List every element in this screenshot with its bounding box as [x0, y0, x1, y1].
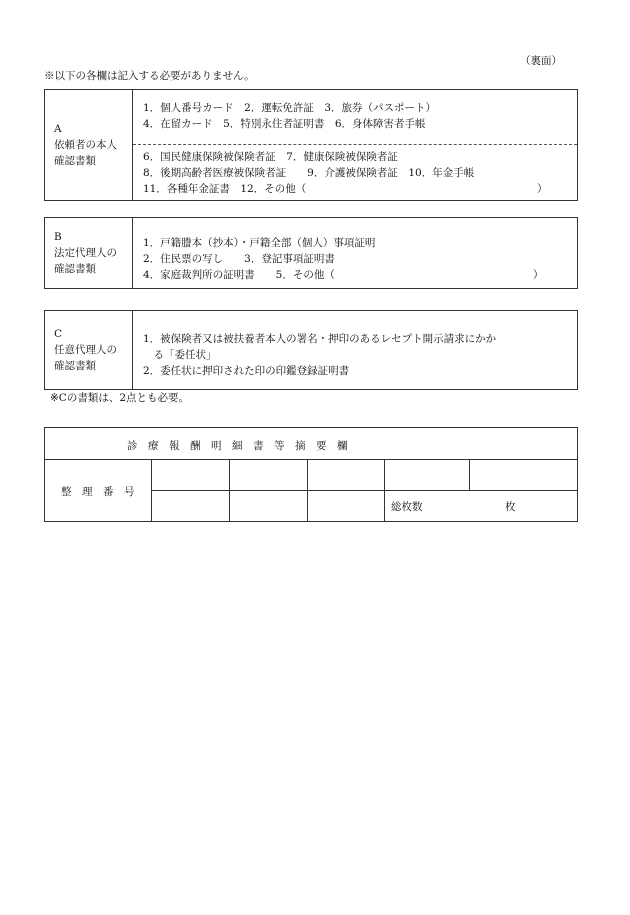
section-b-line-1: 1．戸籍謄本（抄本）・戸籍全部（個人）事項証明: [143, 237, 376, 249]
summary-table-middle-rule: [151, 490, 577, 491]
section-a-other-line: [143, 181, 571, 197]
section-b-title-line1: 法定代理人の: [54, 247, 117, 259]
section-b-letter: B: [54, 231, 62, 243]
summary-cell-divider-l1: [229, 490, 230, 521]
summary-cell-divider-u3: [384, 459, 385, 490]
section-a-title-line1: 依頼者の本人: [54, 139, 117, 151]
section-b-other-line: [143, 267, 571, 283]
notice-text: ※以下の各欄は記入する必要がありません。: [44, 70, 255, 82]
total-sheets-unit: 枚: [505, 501, 516, 513]
section-c-box: [44, 310, 578, 390]
summary-table-title-rule: [45, 459, 577, 460]
summary-table: [44, 427, 578, 522]
page-side-label: （裏面）: [520, 55, 562, 67]
section-b-box: [44, 217, 578, 289]
section-a-line-4: 8．後期高齢者医療被保険者証 9．介護被保険者証 10．年金手帳: [143, 167, 475, 179]
section-a-line-1: 1．個人番号カード 2．運転免許証 3．旅券（パスポート）: [143, 102, 437, 114]
section-b-label: [45, 218, 133, 288]
reference-number-label: 整 理 番 号: [61, 486, 135, 498]
section-c-line-2: る「委任状」: [143, 349, 217, 361]
summary-table-label-divider: [151, 459, 152, 521]
section-a-other-prefix: 11．各種年金証書 12．その他（: [143, 183, 307, 195]
section-a-divider: [133, 144, 577, 145]
section-c-letter: C: [54, 328, 63, 340]
section-a-title-line2: 確認書類: [54, 155, 96, 167]
total-sheets-label: 総枚数: [391, 501, 423, 513]
section-a-other-suffix: ）: [537, 183, 548, 195]
summary-table-title: 診 療 報 酬 明 細 書 等 摘 要 欄: [127, 440, 348, 452]
section-c-line-1: 1．被保険者又は被扶養者本人の署名・押印のあるレセプト開示請求にかか: [143, 333, 497, 345]
section-c-title-line1: 任意代理人の: [54, 344, 117, 356]
summary-cell-divider-l2: [307, 490, 308, 521]
section-b-line-2: 2．住民票の写し 3．登記事項証明書: [143, 253, 335, 265]
section-a-upper-list: [143, 100, 571, 132]
section-a-letter: A: [54, 123, 62, 135]
section-c-list: [143, 331, 571, 379]
summary-cell-divider-u4: [469, 459, 470, 490]
summary-cell-divider-u1: [229, 459, 230, 490]
section-a-lower-list: [143, 149, 571, 197]
section-a-label: [45, 90, 133, 200]
section-b-title-line2: 確認書類: [54, 263, 96, 275]
summary-cell-divider-u2: [307, 459, 308, 490]
section-b-other-suffix: ）: [533, 269, 544, 281]
summary-cell-divider-l3: [384, 490, 385, 521]
section-b-list: [143, 235, 571, 283]
section-c-title-line2: 確認書類: [54, 360, 96, 372]
section-c-line-3: 2．委任状に押印された印の印鑑登録証明書: [143, 365, 350, 377]
section-a-line-2: 4．在留カード 5．特別永住者証明書 6．身体障害者手帳: [143, 118, 426, 130]
section-a-box: [44, 89, 578, 201]
section-c-note: ※Cの書類は、2点とも必要。: [50, 392, 190, 404]
section-b-other-prefix: 4．家庭裁判所の証明書 5．その他（: [143, 269, 335, 281]
section-c-label: [45, 311, 133, 389]
section-a-line-3: 6．国民健康保険被保険者証 7．健康保険被保険者証: [143, 151, 398, 163]
